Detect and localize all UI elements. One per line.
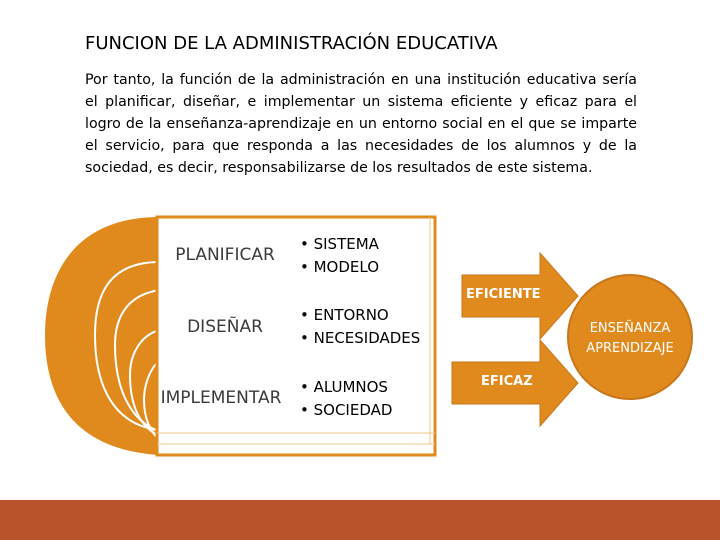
row-label-planificar: PLANIFICAR bbox=[175, 245, 275, 265]
intro-paragraph: Por tanto, la función de la administración en una institución educativa sería el planificar, diseñar, e implementar un sistema eficiente y eficaz para el logro de la enseñanza-aprendizaje en un entorno social en el que se imparte el servicio, para que responda a las necesidades de los alumnos y de la sociedad, es decir, responsabilizarse de los resultados de este sistema. bbox=[85, 72, 637, 176]
arrow-label-eficaz: EFICAZ bbox=[481, 374, 533, 389]
row-item-modelo: • MODELO bbox=[300, 258, 380, 276]
outer-arc-band bbox=[45, 217, 160, 455]
goal-label-line2: APRENDIZAJE bbox=[586, 341, 674, 356]
slide-title: FUNCION DE LA ADMINISTRACIÓN EDUCATIVA bbox=[85, 33, 498, 54]
row-label-implementar: IMPLEMENTAR bbox=[160, 388, 282, 408]
row-item-alumnos: • ALUMNOS bbox=[300, 378, 388, 396]
row-label-disenar: DISEÑAR bbox=[187, 317, 263, 337]
arrow-label-eficiente: EFICIENTE bbox=[466, 287, 541, 302]
row-item-entorno: • ENTORNO bbox=[300, 306, 389, 324]
row-item-sociedad: • SOCIEDAD bbox=[300, 401, 393, 419]
goal-label-line1: ENSEÑANZA bbox=[589, 321, 671, 336]
row-item-necesidades: • NECESIDADES bbox=[300, 329, 421, 347]
row-item-sistema: • SISTEMA bbox=[300, 235, 379, 253]
footer-bar bbox=[0, 500, 720, 540]
